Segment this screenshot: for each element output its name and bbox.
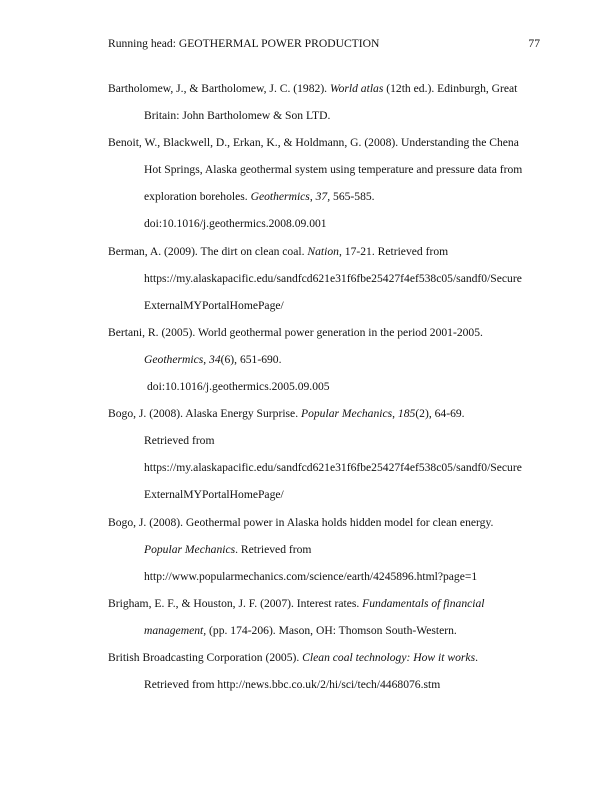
reference-first-line: [108, 644, 540, 671]
italic-text: Nation: [307, 244, 339, 258]
ref-bogo-2008b: [108, 509, 540, 590]
ref-bartholomew-1982: [108, 75, 540, 129]
reference-text: (12th ed.). Edinburgh, Great: [383, 82, 518, 95]
ref-bbc-2005: [108, 644, 540, 698]
italic-text: Clean coal technology: How it works: [302, 650, 476, 664]
reference-text: Berman, A. (2009). The dirt on clean coal.: [108, 244, 308, 258]
reference-first-line: [108, 238, 540, 265]
reference-continuation-line: [108, 183, 540, 210]
reference-text: ,: [392, 407, 398, 421]
reference-text: ExternalMYPortalHomePage/: [144, 488, 284, 502]
reference-text: Bogo, J. (2008). Geothermal power in Alaska holds hidden model for clean energy.: [108, 515, 494, 529]
reference-continuation-line: [108, 617, 540, 644]
reference-continuation-line: [108, 102, 540, 129]
reference-first-line: [108, 129, 540, 156]
reference-text: https://my.alaskapacific.edu/sandfcd621e31f6fbe25427f4ef538c05/sandf0/Secure: [144, 461, 522, 475]
reference-text: . Retrieved from: [235, 542, 312, 556]
italic-text: Popular Mechanics: [301, 407, 393, 421]
reference-text: ,: [203, 352, 210, 366]
reference-text: (pp. 174-206). Mason, OH: Thomson South-Western.: [206, 623, 457, 637]
italic-text: Geothermics: [144, 352, 204, 366]
italic-text: 37,: [315, 190, 331, 204]
italic-text: Fundamentals of financial: [362, 596, 485, 610]
reference-text: (6), 651-690.: [220, 352, 282, 366]
reference-text: doi:10.1016/j.geothermics.2008.09.001: [144, 217, 327, 231]
ref-bertani-2005: [108, 319, 540, 400]
reference-text: Brigham, E. F., & Houston, J. F. (2007). Interest rates.: [108, 596, 363, 610]
reference-text: .: [475, 650, 478, 664]
reference-text: British Broadcasting Corporation (2005).: [108, 650, 303, 664]
reference-continuation-line: [108, 265, 540, 292]
italic-text: 34: [209, 352, 221, 366]
reference-continuation-line: [108, 427, 540, 454]
reference-text: Retrieved from http://news.bbc.co.uk/2/hi/sci/tech/4468076.stm: [144, 678, 441, 692]
reference-continuation-line: [108, 454, 540, 481]
reference-text: https://my.alaskapacific.edu/sandfcd621e31f6fbe25427f4ef538c05/sandf0/Secure: [144, 271, 522, 285]
reference-continuation-line: [108, 481, 540, 508]
reference-continuation-line: [108, 292, 540, 319]
reference-text: , 17-21. Retrieved from: [338, 244, 449, 258]
reference-text: doi:10.1016/j.geothermics.2005.09.005: [147, 380, 330, 394]
reference-continuation-line: [108, 563, 540, 590]
reference-first-line: [108, 509, 540, 536]
reference-first-line: [108, 75, 540, 102]
italic-text: 185: [397, 407, 416, 421]
ref-berman-2009: [108, 238, 540, 319]
page-number: 77: [528, 37, 540, 50]
reference-first-line: [108, 400, 540, 427]
italic-text: World atlas: [329, 82, 384, 95]
running-header: [108, 36, 540, 52]
reference-first-line: [108, 319, 540, 346]
reference-text: Bertani, R. (2005). World geothermal power generation in the period 2001-2005.: [108, 325, 483, 339]
reference-first-line: [108, 590, 540, 617]
reference-text: Bartholomew, J., & Bartholomew, J. C. (1982).: [108, 82, 330, 95]
reference-continuation-line: [108, 346, 540, 373]
reference-text: http://www.popularmechanics.com/science/earth/4245896.html?page=1: [144, 569, 478, 583]
italic-text: Popular Mechanics: [144, 542, 236, 556]
reference-text: ExternalMYPortalHomePage/: [144, 298, 284, 312]
ref-benoit-2008: [108, 129, 540, 237]
italic-text: Geothermics: [250, 190, 310, 204]
reference-text: exploration boreholes.: [144, 190, 251, 204]
ref-brigham-2007: [108, 590, 540, 644]
reference-continuation-line: [108, 536, 540, 563]
ref-bogo-2008a: [108, 400, 540, 508]
reference-text: Britain: John Bartholomew & Son LTD.: [144, 109, 331, 123]
reference-text: Bogo, J. (2008). Alaska Energy Surprise.: [108, 407, 301, 421]
reference-text: Benoit, W., Blackwell, D., Erkan, K., & Holdmann, G. (2008). Understanding the Chena: [108, 136, 519, 150]
reference-text: (2), 64-69.: [415, 407, 465, 421]
italic-text: management,: [144, 623, 207, 637]
reference-text: Hot Springs, Alaska geothermal system using temperature and pressure data from: [144, 163, 523, 177]
reference-continuation-line: [108, 671, 540, 698]
reference-continuation-line: [108, 373, 540, 400]
reference-continuation-line: [108, 210, 540, 237]
reference-continuation-line: [108, 156, 540, 183]
reference-text: ,: [309, 190, 316, 204]
reference-list: [108, 75, 540, 698]
running-head-title: Running head: GEOTHERMAL POWER PRODUCTION: [108, 37, 380, 50]
reference-text: 565-585.: [330, 190, 375, 204]
reference-text: Retrieved from: [144, 434, 215, 448]
